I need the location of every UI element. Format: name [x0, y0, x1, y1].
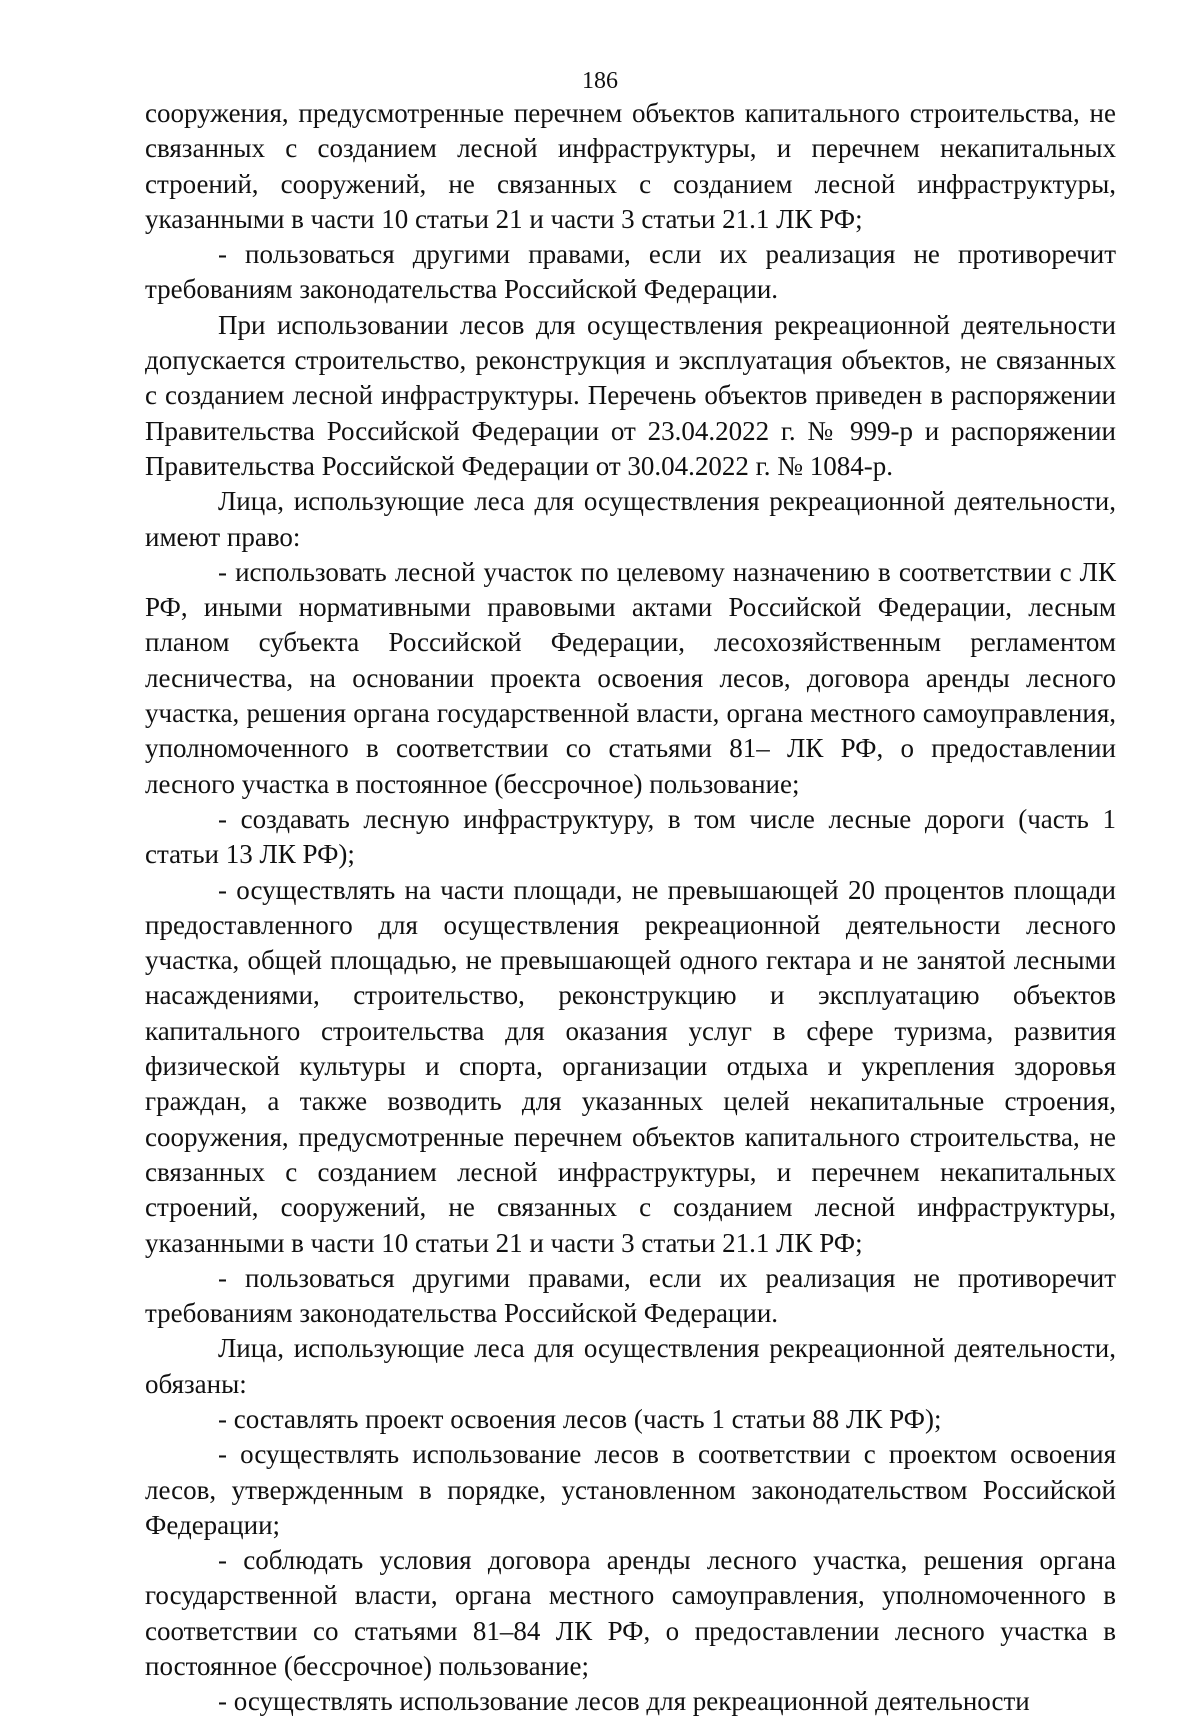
- paragraph: - осуществлять использование лесов в соответствии с проектом освоения лесов, утвержденным в порядке, установленном законодательством Российской Федерации;: [145, 1439, 1116, 1540]
- document-body: [145, 96, 1116, 1720]
- paragraph: - использовать лесной участок по целевому назначению в соответствии с ЛК РФ, иными нормативными правовыми актами Российской Федерации, лесным планом субъекта Российской Федерации, лесохозяйственным регламентом лесничества, на основании проекта освоения лесов, договора аренды лесного участка, решения органа государственной власти, органа местного самоуправления, уполномоченного в соответствии со статьями 81– ЛК РФ, о предоставлении лесного участка в постоянное (бессрочное) пользование;: [145, 556, 1116, 799]
- paragraph: - пользоваться другими правами, если их реализация не противоречит требованиям законодательства Российской Федерации.: [145, 239, 1116, 305]
- paragraph: - пользоваться другими правами, если их реализация не противоречит требованиям законодательства Российской Федерации.: [145, 1262, 1116, 1329]
- paragraph: - соблюдать условия договора аренды лесного участка, решения органа государственной власти, органа местного самоуправления, уполномоченного в соответствии со статьями 81–84 ЛК РФ, о предоставлении лесного участка в постоянное (бессрочное) пользование;: [145, 1545, 1116, 1682]
- paragraph: Лица, использующие леса для осуществления рекреационной деятельности, обязаны:: [145, 1333, 1116, 1399]
- paragraph: - создавать лесную инфраструктуру, в том числе лесные дороги (часть 1 статьи 13 ЛК РФ);: [145, 803, 1116, 870]
- paragraph: - осуществлять использование лесов для рекреационной деятельности: [218, 1686, 1030, 1717]
- paragraph-continuation: сооружения, предусмотренные перечнем объектов капитального строительства, не связанных с созданием лесной инфраструктуры, и перечнем некапитальных строений, сооружений, не связанных с созданием лесной инфраструктуры, указанными в части 10 статьи 21 и части 3 статьи 21.1 ЛК РФ;: [145, 98, 1116, 234]
- paragraph: - составлять проект освоения лесов (часть 1 статьи 88 ЛК РФ);: [218, 1403, 942, 1434]
- paragraph: Лица, использующие леса для осуществления рекреационной деятельности, имеют право:: [145, 486, 1116, 552]
- paragraph: - осуществлять на части площади, не превышающей 20 процентов площади предоставленного для осуществления рекреационной деятельности лесного участка, общей площадью, не превышающей одного гектара и не занятой лесными насаждениями, строительство, реконструкцию и эксплуатацию объектов капитального строительства для оказания услуг в сфере туризма, развития физической культуры и спорта, организации отдыха и укрепления здоровья граждан, а также возводить для указанных целей некапитальные строения, сооружения, предусмотренные перечнем объектов капитального строительства, не связанных с созданием лесной инфраструктуры, и перечнем некапитальных строений, сооружений, не связанных с созданием лесной инфраструктуры, указанными в части 10 статьи 21 и части 3 статьи 21.1 ЛК РФ;: [145, 874, 1116, 1258]
- page-number: 186: [582, 68, 618, 94]
- paragraph: При использовании лесов для осуществления рекреационной деятельности допускается строительство, реконструкция и эксплуатация объектов, не связанных с созданием лесной инфраструктуры. Перечень объектов приведен в распоряжении Правительства Российской Федерации от 23.04.2022 г. № 999-р и распоряжении Правительства Российской Федерации от 30.04.2022 г. № 1084-р.: [145, 309, 1116, 481]
